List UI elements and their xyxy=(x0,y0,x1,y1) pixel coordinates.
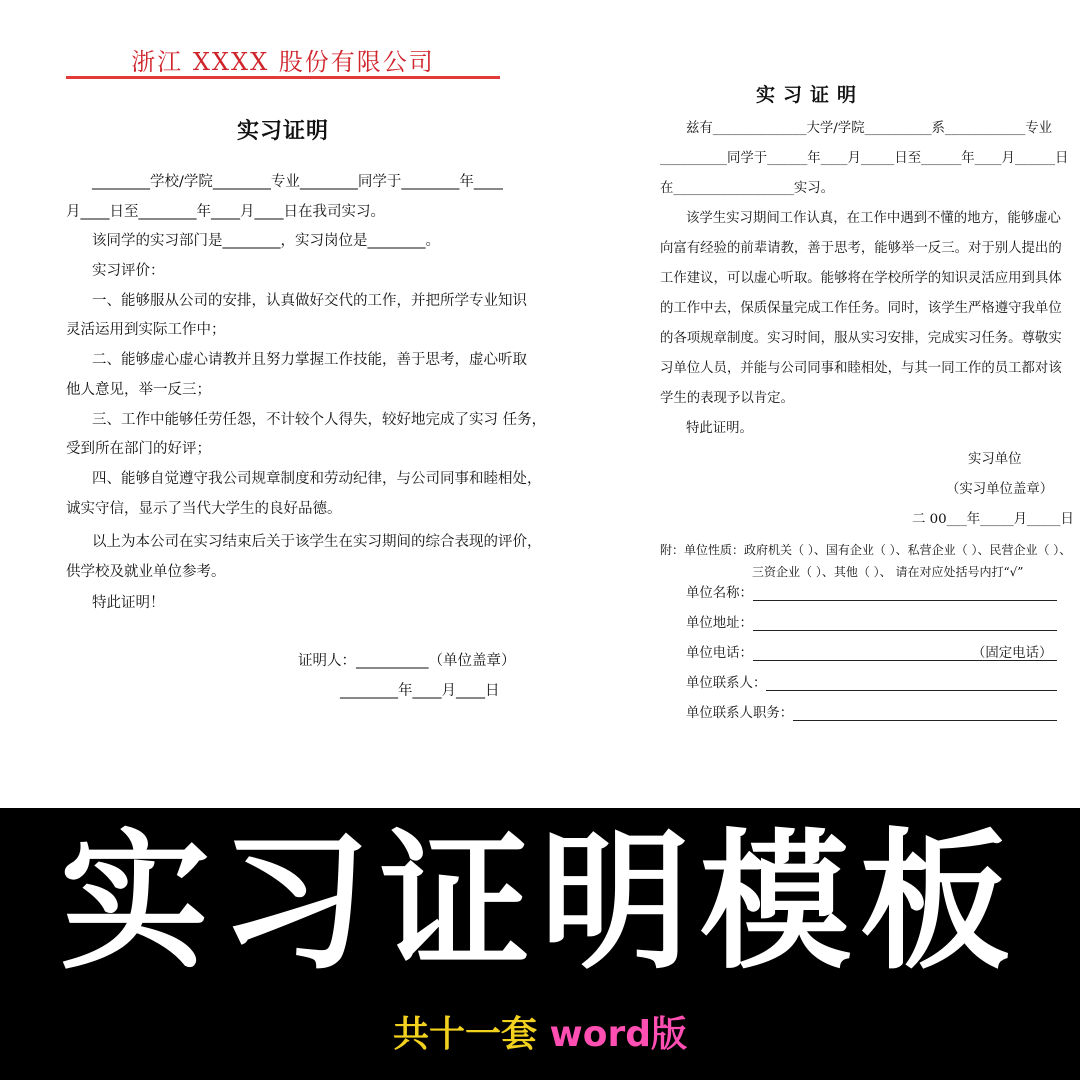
left-line: 供学校及就业单位参考。 xyxy=(66,564,226,580)
left-line: 一、能够服从公司的安排，认真做好交代的工作，并把所学专业知识 xyxy=(92,293,527,309)
stamp-label: （实习单位盖章） xyxy=(946,482,1054,497)
left-line: 实习评价： xyxy=(92,263,165,279)
right-line: 在__________________实习。 xyxy=(660,181,835,196)
left-line: ________学校/学院________专业________同学于________年____ xyxy=(92,174,503,190)
right-line: 该学生实习期间工作认真，在工作中遇到不懂的地方，能够虚心 xyxy=(686,211,1061,226)
left-line: 诚实守信，显示了当代大学生的良好品德。 xyxy=(66,501,342,517)
unit-contact-underline xyxy=(766,690,1057,691)
right-line: 习单位人员，并能与公司同事和睦相处，与其一同工作的员工都对该 xyxy=(660,361,1062,376)
left-date-line: ________年____月____日 xyxy=(340,683,500,699)
left-line: 四、能够自觉遵守我公司规章制度和劳动纪律，与公司同事和睦相处， xyxy=(92,471,542,487)
unit-phone-label: 单位电话： xyxy=(686,646,753,661)
unit-name-underline xyxy=(753,600,1057,601)
left-line: 受到所在部门的好评； xyxy=(66,441,211,457)
right-line: 特此证明。 xyxy=(686,421,753,436)
header-red-rule xyxy=(66,76,500,79)
promo-banner xyxy=(0,808,1080,1080)
right-line: 兹有______________大学/学院__________系____________专业 xyxy=(686,121,1053,136)
attachment-line-1: 附：单位性质：政府机关（ ）、国有企业（ ）、私营企业（ ）、民营企业（ ）、 xyxy=(660,543,1072,557)
left-document xyxy=(0,0,547,800)
left-line: 月____日至________年____月____日在我司实习。 xyxy=(66,204,385,220)
attachment-line-2: 三资企业（ ）、其他（ ）、 请在对应处括号内打“√” xyxy=(752,565,1024,579)
right-document xyxy=(540,0,1080,800)
left-line: 该同学的实习部门是________，实习岗位是________。 xyxy=(92,233,440,249)
right-line: 向富有经验的前辈请教，善于思考，能够举一反三。对于别人提出的 xyxy=(660,241,1062,256)
company-header: 浙江 XXXX 股份有限公司 xyxy=(131,48,435,76)
unit-address-label: 单位地址： xyxy=(686,616,753,631)
left-line: 他人意见，举一反三； xyxy=(66,382,211,398)
left-line: 以上为本公司在实习结束后关于该学生在实习期间的综合表现的评价， xyxy=(92,534,542,550)
unit-contact-label: 单位联系人： xyxy=(686,676,767,691)
banner-title: 实习证明模板 xyxy=(59,816,1020,990)
banner-subtitle-format: word版 xyxy=(549,1014,688,1055)
right-doc-title: 实习证明 xyxy=(755,84,864,106)
right-line: 的工作中去，保质保量完成工作任务。同时，该学生严格遵守我单位 xyxy=(660,301,1062,316)
banner-subtitle-count: 共十一套 xyxy=(392,1014,537,1055)
unit-label: 实习单位 xyxy=(968,452,1022,467)
left-line: 灵活运用到实际工作中； xyxy=(66,322,226,338)
banner-subtitle xyxy=(0,1006,1080,1057)
left-line: 三、工作中能够任劳任怨，不计较个人得失，较好地完成了实习 任务， xyxy=(92,412,547,428)
unit-contact-title-underline xyxy=(793,720,1057,721)
right-line: 学生的表现予以肯定。 xyxy=(660,391,794,406)
left-line: 特此证明！ xyxy=(92,595,165,611)
unit-name-label: 单位名称： xyxy=(686,586,753,601)
signer-line: 证明人：__________（单位盖章） xyxy=(298,653,516,669)
right-line: 的各项规章制度。实习时间，服从实习安排，完成实习任务。尊敬实 xyxy=(660,331,1062,346)
left-doc-title: 实习证明 xyxy=(236,119,329,144)
unit-contact-title-label: 单位联系人职务： xyxy=(686,706,794,721)
left-line: 二、能够虚心虚心请教并且努力掌握工作技能，善于思考，虚心听取 xyxy=(92,352,527,368)
right-date-line: 二 00___年_____月_____日 xyxy=(912,512,1074,527)
unit-phone-suffix: （固定电话） xyxy=(972,646,1053,661)
right-line: __________同学于______年____月_____日至______年____月______日 xyxy=(660,151,1069,166)
right-line: 工作建议，可以虚心听取。能够将在学校所学的知识灵活应用到具体 xyxy=(660,271,1062,286)
unit-address-underline xyxy=(753,630,1057,631)
